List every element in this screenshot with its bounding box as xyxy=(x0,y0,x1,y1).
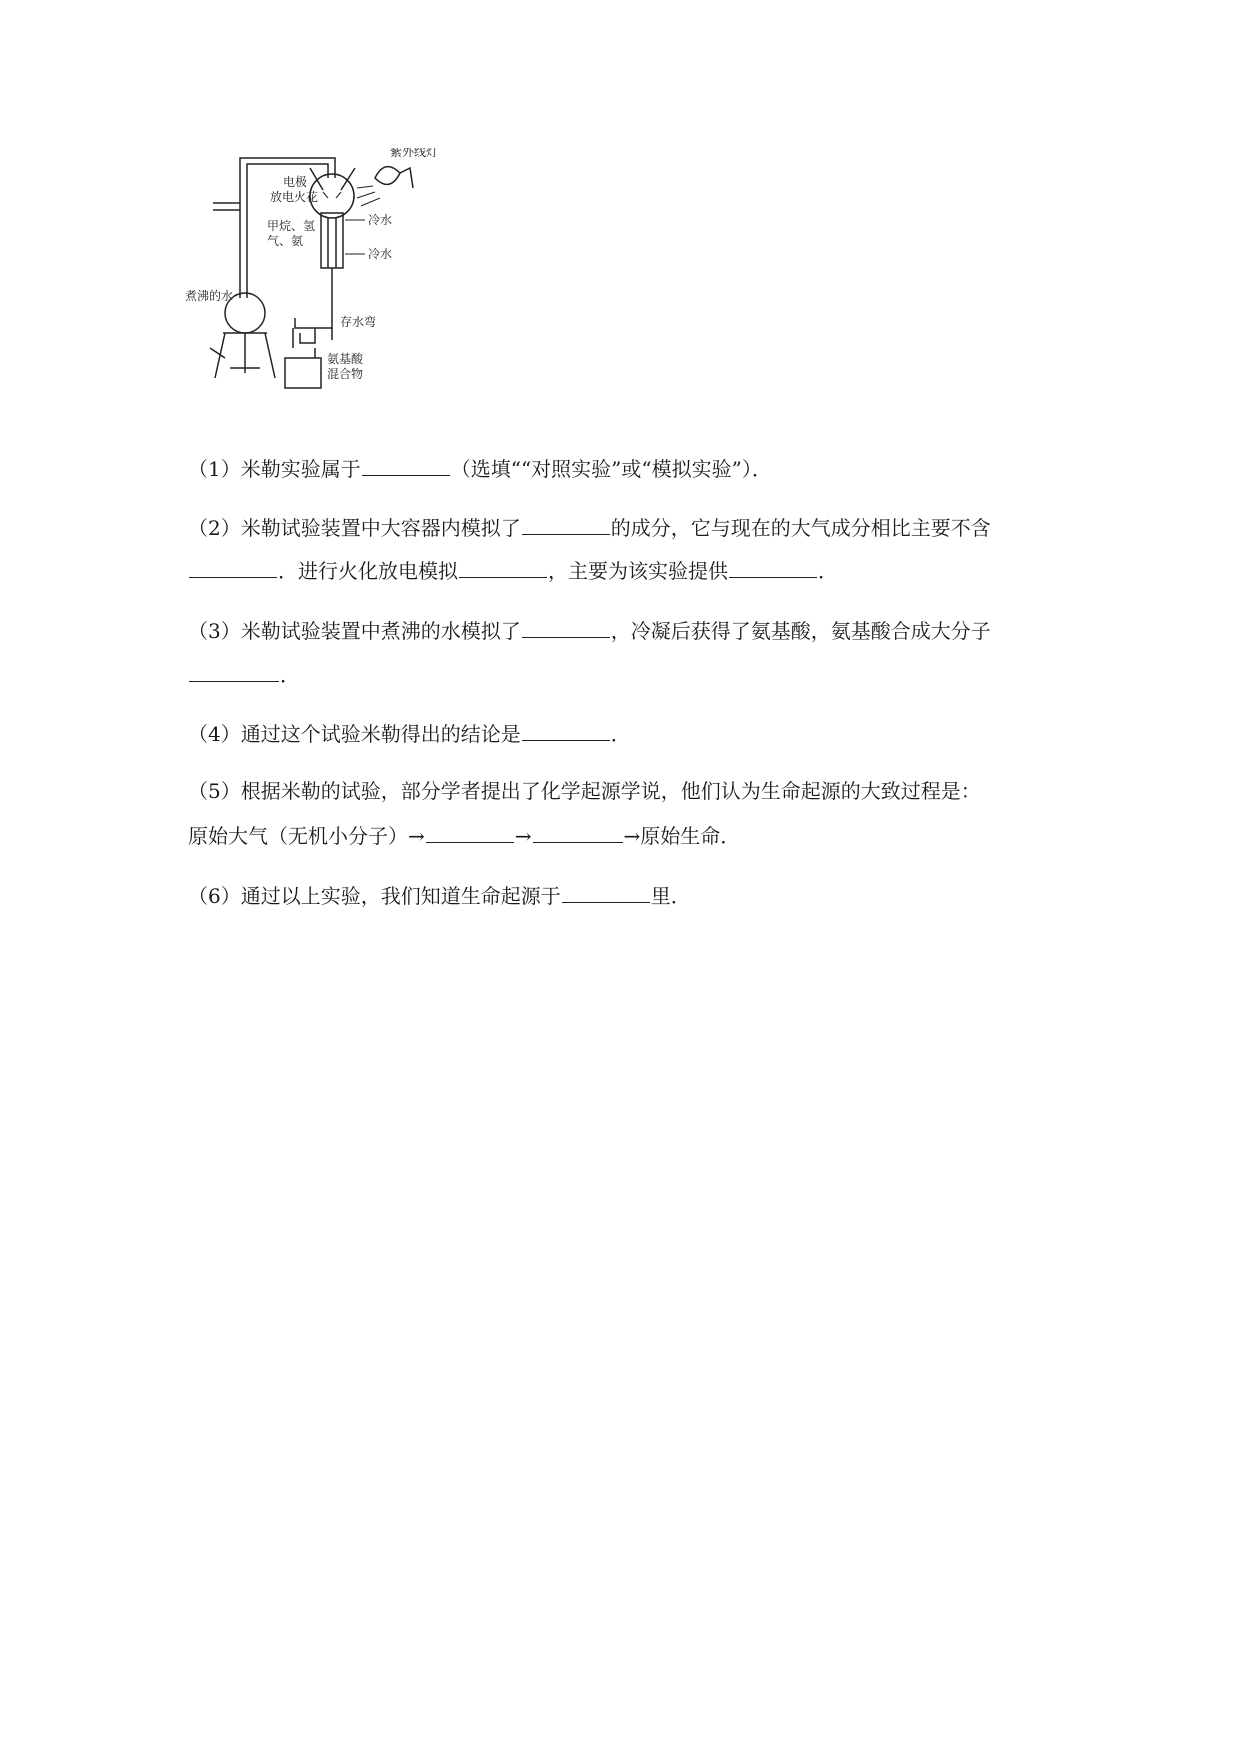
q5-text-d: →原始生命． xyxy=(623,824,741,848)
question-5-line-2 xyxy=(188,824,740,846)
q6-text: （6）通过以上实验，我们知道生命起源于 xyxy=(188,884,561,908)
q3-blank-1[interactable] xyxy=(522,619,610,638)
question-5-line-1 xyxy=(188,781,981,801)
miller-apparatus-diagram xyxy=(185,148,485,433)
label-electrode: 电极 xyxy=(283,175,308,189)
question-3-line-1 xyxy=(188,619,991,641)
question-2-line-2 xyxy=(188,559,838,581)
q5-blank-2[interactable] xyxy=(533,824,623,843)
q3-text-a: （3）米勒试验装置中煮沸的水模拟了 xyxy=(188,619,521,643)
label-spark: 放电火花 xyxy=(270,190,319,204)
label-uv-lamp: 紫外线灯 xyxy=(390,148,439,159)
label-amino-2: 混合物 xyxy=(327,367,364,381)
question-3-line-2 xyxy=(188,663,300,685)
q3-text-c: ． xyxy=(280,663,300,687)
label-trap: 存水弯 xyxy=(340,315,377,329)
question-6 xyxy=(188,884,691,906)
q2-text-d: ，主要为该实验提供 xyxy=(548,559,728,583)
question-2-line-1 xyxy=(188,516,991,538)
gas-inlet xyxy=(213,203,240,210)
q2-blank-1[interactable] xyxy=(522,516,610,535)
q4-blank[interactable] xyxy=(522,722,610,741)
q5-blank-1[interactable] xyxy=(426,824,514,843)
q2-text-c: ．进行火化放电模拟 xyxy=(278,559,458,583)
label-amino-1: 氨基酸 xyxy=(327,352,364,366)
q1-blank[interactable] xyxy=(362,457,450,476)
label-gases-2: 气、氨 xyxy=(267,234,304,248)
q1-text: （1）米勒实验属于 xyxy=(188,457,361,481)
q6-blank[interactable] xyxy=(562,884,650,903)
label-cold-water-in: 冷水 xyxy=(368,247,393,261)
beaker xyxy=(285,358,321,388)
q1-hint: （选填““对照实验”或“模拟实验”）． xyxy=(450,457,772,481)
question-4 xyxy=(188,722,631,744)
q2-text-e: ． xyxy=(818,559,838,583)
q2-blank-4[interactable] xyxy=(729,559,817,578)
q5-text-b: 原始大气（无机小分子）→ xyxy=(188,824,425,848)
q6-end: 里． xyxy=(650,884,691,908)
q5-arrow: → xyxy=(514,824,532,848)
condenser xyxy=(321,213,343,268)
q3-blank-2[interactable] xyxy=(189,663,279,682)
q4-end: ． xyxy=(610,722,631,746)
q2-text-a: （2）米勒试验装置中大容器内模拟了 xyxy=(188,516,521,540)
q5-text-a: （5）根据米勒的试验，部分学者提出了化学起源学说，他们认为生命起源的大致过程是： xyxy=(188,779,981,803)
label-gases-1: 甲烷、氢 xyxy=(267,219,316,233)
label-boiling-water: 煮沸的水 xyxy=(185,289,234,303)
q2-text-b: 的成分，它与现在的大气成分相比主要不含 xyxy=(610,516,991,540)
q4-text: （4）通过这个试验米勒得出的结论是 xyxy=(188,722,521,746)
question-1 xyxy=(188,457,772,479)
label-cold-water-out: 冷水 xyxy=(368,213,393,227)
apparatus-svg xyxy=(185,148,485,433)
q2-blank-2[interactable] xyxy=(189,559,277,578)
q2-blank-3[interactable] xyxy=(459,559,547,578)
uv-lamp xyxy=(375,167,400,185)
q3-text-b: ，冷凝后获得了氨基酸，氨基酸合成大分子 xyxy=(610,619,991,643)
